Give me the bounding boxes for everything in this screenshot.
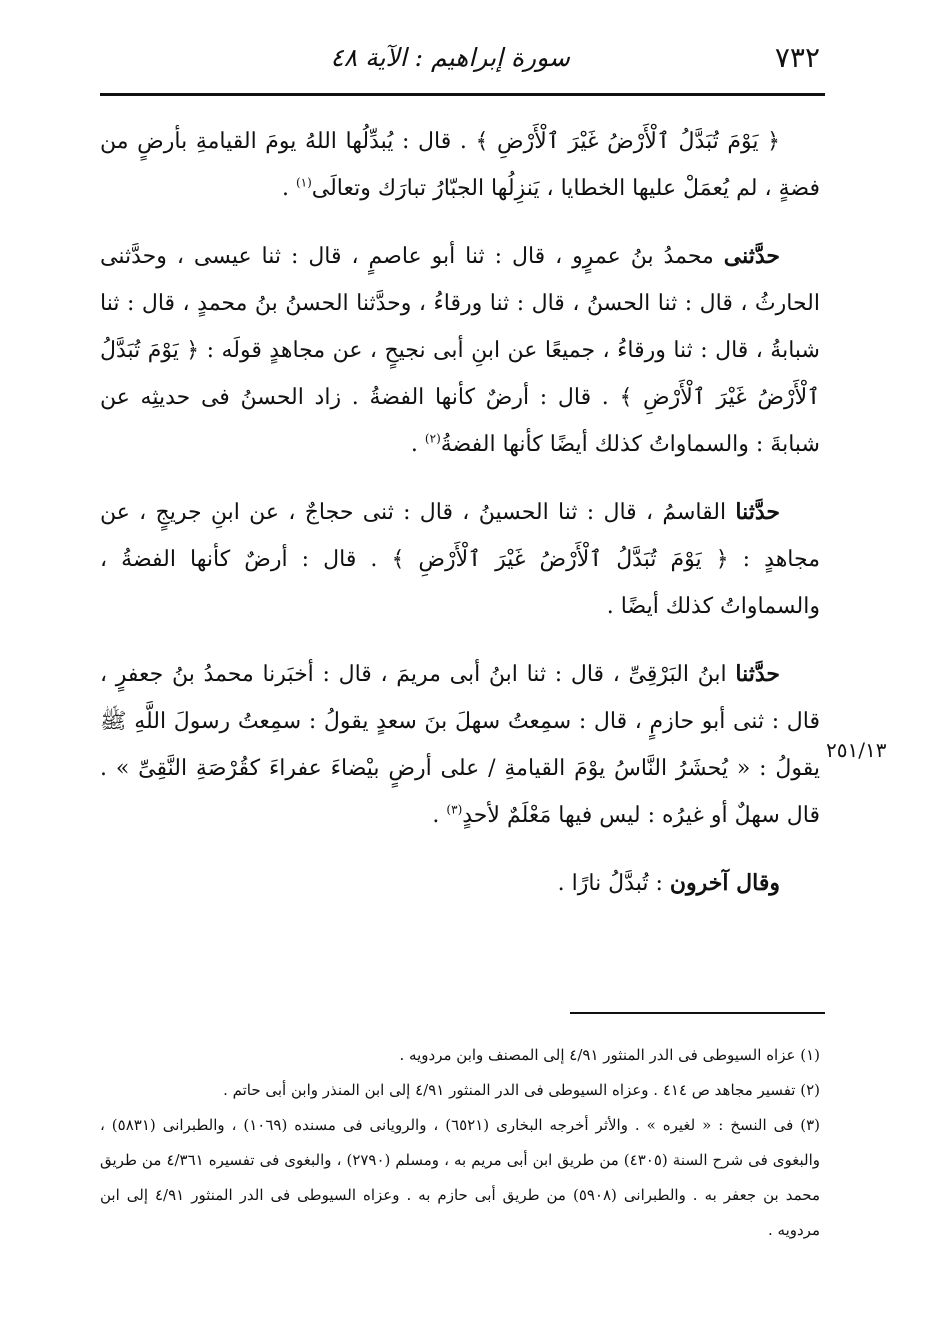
running-title: سورة إبراهيم : الآية ٤٨ <box>330 43 570 72</box>
page-number: ٧٣٢ <box>774 41 820 74</box>
paragraph-lead: وقال آخرون <box>669 870 780 896</box>
footnote-ref: (٢) <box>424 431 441 446</box>
main-text <box>100 118 820 907</box>
paragraph-text: محمدُ بنُ عمرٍو ، قال : ثنا أبو عاصمٍ ، قال : ثنا عيسى ، وحدَّثنى الحارثُ ، قال : ثنا الحسنُ ، قال : ثنا ورقاءُ ، وحدَّثنا الحسنُ بنُ محمدٍ ، قال : ثنا شبابةُ ، قال : ثنا ورقاءُ ، جميعًا عن ابنِ أبى نجيحٍ ، عن مجاهدٍ قولَه : ﴿ يَوْمَ تُبَدَّلُ ٱلْأَرْضُ غَيْرَ ٱلْأَرْضِ ﴾ . قال : أرضٌ كأنها الفضةُ . زاد الحسنُ فى حديثِه عن شبابةَ : والسماواتُ كذلك أيضًا كأنها الفضةُ <box>100 244 820 457</box>
footnote: (٢) تفسير مجاهد ص ٤١٤ . وعزاه السيوطى فى الدر المنثور ٤/٩١ إلى ابن المنذر وابن أبى حاتم . <box>223 1081 820 1099</box>
page-header <box>100 38 820 90</box>
paragraph-end: . <box>281 176 296 201</box>
footnotes <box>100 1038 820 1248</box>
footnote-ref: (٣) <box>446 802 463 817</box>
paragraph-text: ابنُ البَرْقِىِّ ، قال : ثنا ابنُ أبى مريمَ ، قال : أخبَرنا محمدُ بنُ جعفرٍ ، قال : ثنى أبو حازمٍ ، قال : سمِعتُ سهلَ بنَ سعدٍ يقولُ : سمِعتُ رسولَ اللَّهِ ﷺ يقولُ : « يُحشَرُ النَّاسُ يوْمَ القيامةِ / على أرضٍ بيْضاءَ عفراءَ كقُرْصَةِ النَّقِىِّ » . قال سهلٌ أو غيرُه : ليس فيها مَعْلَمٌ لأحدٍ <box>100 662 820 828</box>
footnote: (٣) فى النسخ : « لغيره » . والأثر أخرجه البخارى (٦٥٢١) ، والرويانى فى مسنده (١٠٦٩) ، والطبرانى (٥٨٣١) ، والبغوى فى شرح السنة (٤٣٠٥) من طريق ابن أبى مريم به ، ومسلم (٢٧٩٠) ، والبغوى فى تفسيره ٤/٣٦١ من طريق محمد بن جعفر به . والطبرانى (٥٩٠٨) من طريق أبى حازم به . وعزاه السيوطى فى الدر المنثور ٤/٩١ إلى ابن مردويه . <box>100 1116 821 1239</box>
paragraph-lead: حدَّثنا <box>735 661 780 687</box>
paragraph <box>100 651 820 839</box>
paragraph-lead: حدَّثنى <box>723 243 780 269</box>
paragraph-end: . <box>432 803 447 828</box>
footnote: (١) عزاه السيوطى فى الدر المنثور ٤/٩١ إلى المصنف وابن مردويه . <box>399 1046 820 1064</box>
footnote-ref: (١) <box>295 175 312 190</box>
paragraph-lead: حدَّثنا <box>735 499 780 525</box>
paragraph <box>100 233 820 468</box>
paragraph-text: القاسمُ ، قال : ثنا الحسينُ ، قال : ثنى حجاجٌ ، عن ابنِ جريجٍ ، عن مجاهدٍ : ﴿ يَوْمَ تُبَدَّلُ ٱلْأَرْضُ غَيْرَ ٱلْأَرْضِ ﴾ . قال : أرضٌ كأنها الفضةُ ، والسماواتُ كذلك أيضًا . <box>100 500 820 619</box>
paragraph <box>100 118 820 212</box>
margin-reference: ٢٥١/١٣ <box>826 738 887 762</box>
footnote-rule <box>570 1012 825 1014</box>
header-rule <box>100 93 825 96</box>
paragraph-text: : تُبدَّلُ نارًا . <box>557 871 670 896</box>
paragraph <box>100 489 820 630</box>
paragraph <box>100 860 820 907</box>
paragraph-end: . <box>410 432 425 457</box>
paragraph-text: ﴿ يَوْمَ تُبَدَّلُ ٱلْأَرْضُ غَيْرَ ٱلْأَرْضِ ﴾ . قال : يُبدِّلُها اللهُ يومَ القيامةِ بأرضٍ من فضةٍ ، لم يُعمَلْ عليها الخطايا ، يَنزِلُها الجبّارُ تبارَك وتعالَى <box>100 129 820 201</box>
